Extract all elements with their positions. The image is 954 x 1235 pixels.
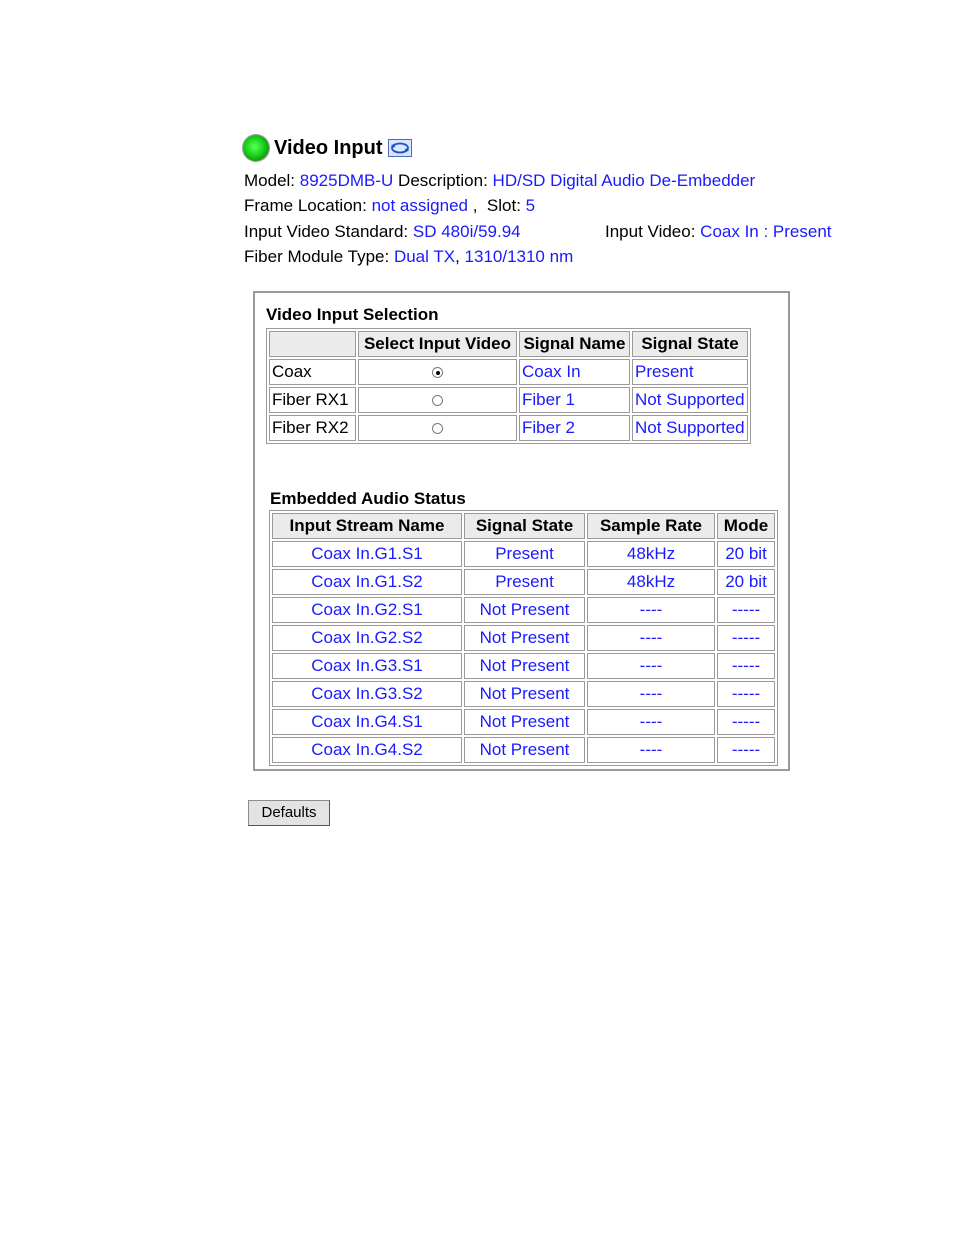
select-radio-fiber-rx2[interactable] [358,415,517,441]
slot-value[interactable]: 5 [525,196,536,215]
table-row [269,359,748,385]
stream-name[interactable]: Coax In.G1.S2 [272,569,462,595]
table-row [269,387,748,413]
stream-name[interactable]: Coax In.G4.S2 [272,737,462,763]
column-header: Signal State [632,331,748,357]
slot-label: Slot: [486,196,521,215]
column-header: Select Input Video [358,331,517,357]
signal-state[interactable]: Not Supported [632,387,748,413]
table-header-row [272,513,775,539]
defaults-button[interactable]: Defaults [248,800,330,826]
stream-sample-rate[interactable]: ---- [587,653,715,679]
input-name: Coax [269,359,356,385]
stream-sample-rate[interactable]: 48kHz [587,541,715,567]
fiber-module-separator: , [455,247,460,266]
stream-sample-rate[interactable]: ---- [587,709,715,735]
stream-name[interactable]: Coax In.G3.S1 [272,653,462,679]
model-value[interactable]: 8925DMB-U [299,171,394,190]
stream-sample-rate[interactable]: ---- [587,597,715,623]
column-header: Input Stream Name [272,513,462,539]
stream-signal-state[interactable]: Not Present [464,681,585,707]
table-row [272,737,775,763]
select-radio-fiber-rx1[interactable] [358,387,517,413]
signal-state[interactable]: Present [632,359,748,385]
video-input-selection-title: Video Input Selection [266,305,439,324]
embedded-audio-status-table [269,510,778,766]
radio-unselected-icon[interactable] [432,395,443,406]
fiber-module-value-1[interactable]: Dual TX [393,247,456,266]
input-video-line [605,222,832,242]
page-title: Video Input [274,136,383,159]
stream-signal-state[interactable]: Present [464,569,585,595]
frame-location-label: Frame Location: [244,196,367,215]
signal-name[interactable]: Fiber 1 [519,387,630,413]
frame-separator: , [472,196,478,215]
stream-name[interactable]: Coax In.G4.S1 [272,709,462,735]
stream-mode[interactable]: ----- [717,709,775,735]
input-standard-label: Input Video Standard: [244,222,409,241]
stream-signal-state[interactable]: Not Present [464,625,585,651]
fiber-module-line [244,247,573,267]
status-led-icon [243,135,269,161]
input-video-label: Input Video: [605,222,696,241]
stream-signal-state[interactable]: Not Present [464,737,585,763]
radio-selected-icon[interactable] [432,367,443,378]
input-standard-line [244,222,521,242]
fiber-module-label: Fiber Module Type: [244,247,390,266]
signal-name[interactable]: Coax In [519,359,630,385]
table-header-row [269,331,748,357]
signal-name[interactable]: Fiber 2 [519,415,630,441]
table-row [272,681,775,707]
fiber-module-value-2[interactable]: 1310/1310 nm [464,247,574,266]
signal-state[interactable]: Not Supported [632,415,748,441]
select-radio-coax[interactable] [358,359,517,385]
frame-location-line [244,196,535,216]
video-input-selection-table [266,328,751,444]
input-name: Fiber RX1 [269,387,356,413]
radio-unselected-icon[interactable] [432,423,443,434]
table-row [272,625,775,651]
stream-signal-state[interactable]: Present [464,541,585,567]
stream-mode[interactable]: ----- [717,625,775,651]
stream-sample-rate[interactable]: ---- [587,681,715,707]
stream-name[interactable]: Coax In.G2.S2 [272,625,462,651]
model-label: Model: [244,171,296,190]
stream-name[interactable]: Coax In.G3.S2 [272,681,462,707]
column-header: Mode [717,513,775,539]
input-video-value[interactable]: Coax In : Present [700,222,832,241]
table-row [269,415,748,441]
column-header: Signal State [464,513,585,539]
stream-sample-rate[interactable]: 48kHz [587,569,715,595]
stream-mode[interactable]: ----- [717,737,775,763]
page-header [243,133,412,163]
input-name: Fiber RX2 [269,415,356,441]
stream-mode[interactable]: ----- [717,681,775,707]
frame-location-value[interactable]: not assigned [371,196,468,215]
table-row [272,541,775,567]
table-row [272,653,775,679]
stream-mode[interactable]: ----- [717,597,775,623]
refresh-icon[interactable] [388,139,412,157]
column-header: Signal Name [519,331,630,357]
embedded-audio-status-title: Embedded Audio Status [270,489,466,508]
stream-sample-rate[interactable]: ---- [587,625,715,651]
stream-signal-state[interactable]: Not Present [464,709,585,735]
stream-name[interactable]: Coax In.G2.S1 [272,597,462,623]
model-line [244,171,755,191]
column-header: Sample Rate [587,513,715,539]
stream-mode[interactable]: 20 bit [717,569,775,595]
stream-mode[interactable]: ----- [717,653,775,679]
stream-signal-state[interactable]: Not Present [464,653,585,679]
stream-name[interactable]: Coax In.G1.S1 [272,541,462,567]
stream-mode[interactable]: 20 bit [717,541,775,567]
table-row [272,597,775,623]
description-label: Description: [398,171,488,190]
column-header [269,331,356,357]
table-row [272,709,775,735]
description-value[interactable]: HD/SD Digital Audio De-Embedder [492,171,756,190]
stream-sample-rate[interactable]: ---- [587,737,715,763]
stream-signal-state[interactable]: Not Present [464,597,585,623]
table-row [272,569,775,595]
input-standard-value[interactable]: SD 480i/59.94 [412,222,521,241]
